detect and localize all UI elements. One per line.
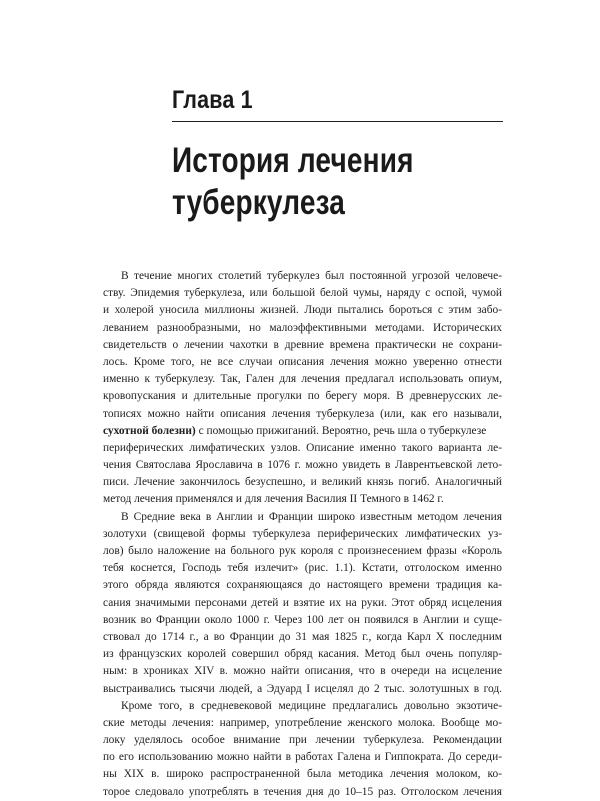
- text-line: леванием разнообразными, но малоэффективными методами. Исторических: [103, 321, 502, 334]
- text-line: лось. Кроме того, не все случаи описания лечения можно уверенно отнести: [103, 355, 502, 368]
- text-line: по его использованию можно найти в работах Галена и Гиппократа. До середи-: [103, 751, 502, 764]
- text-line: В течение многих столетий туберкулез был постоянной угрозой человече-: [121, 270, 502, 282]
- body-text: [103, 268, 502, 801]
- text-line: ствовал до 1714 г., а во Франции до 31 мая 1825 г., когда Карл X последним: [103, 630, 502, 643]
- text-line: В Средние века в Англии и Франции широко известным методом лечения: [121, 510, 502, 523]
- text-line: ным: в хрониках XIV в. можно найти описания, что в очереди на исцеление: [103, 665, 502, 678]
- text-line: возник во Франции около 1000 г. Через 100 лет он появился в Англии и суще-: [103, 613, 502, 626]
- chapter-title-line-1: История лечения: [172, 141, 414, 180]
- text-line: ны XIX в. широко распространенной была методика лечения молоком, ко-: [103, 768, 502, 781]
- text-line: метод лечения применялся и для лечения Василия II Темного в 1462 г.: [103, 493, 444, 506]
- text-line: тебя коснется, Господь тебя излечит» (рис. 1.1). Кстати, отголоском именно: [103, 562, 502, 575]
- text-line: и холерой уносила миллионы жизней. Люди пытались бороться с этим забо-: [103, 304, 502, 317]
- text-line-with-term: [103, 423, 502, 440]
- text-line: этого обряда являются сохраняющаяся до настоящего времени традиция ка-: [103, 579, 502, 592]
- text-line: выстраивались тысячи людей, а Эдуард I исцелял до 2 тыс. золотушных в год.: [103, 682, 502, 695]
- text-line: сания значимыми персонами детей и взятие их на руки. Этот обряд исцеления: [103, 596, 502, 609]
- text-line: писи. Лечение закончилось безуспешно, и великий князь погиб. Аналогичный: [103, 476, 502, 489]
- chapter-title: [172, 140, 476, 224]
- chapter-divider: [172, 121, 503, 122]
- text-line: именно к туберкулезу. Так, Гален для лечения предлагал использовать опиум,: [103, 373, 502, 386]
- text-line: ству. Эпидемия туберкулеза, или большой белой чумы, наряду с оспой, чумой: [103, 287, 502, 300]
- text-line: лов) было наложение на больного рук короля с произнесением фразы «Король: [103, 545, 502, 557]
- text-line: Кроме того, в средневековой медицине предлагались довольно экзотиче-: [121, 699, 502, 712]
- chapter-label: Глава 1: [172, 86, 253, 114]
- text-line: торое следовало употреблять в течения дня до 10–15 раз. Отголоском лечения: [103, 785, 502, 798]
- text-line: кровопускания и длительные прогулки по берегу моря. В древнерусских ле-: [103, 390, 502, 403]
- text-line: из французских королей совершил обряд касания. Метод был очень популяр-: [103, 648, 502, 661]
- text-line-rest: с помощью прижиганий. Вероятно, речь шла о туберкулезе: [195, 424, 487, 437]
- text-line: ские методы лечения: например, употребление женского молока. Вообще мо-: [103, 716, 502, 729]
- text-line: чения Святослава Ярославича в 1076 г. можно увидеть в Лаврентьевской лето-: [103, 459, 502, 472]
- chapter-title-line-2: туберкулеза: [172, 183, 346, 222]
- text-line: локу уделялось особое внимание при лечении туберкулеза. Рекомендации: [103, 734, 502, 747]
- text-line: тописях можно найти описания лечения туберкулеза (или, как его называли,: [103, 407, 502, 420]
- bold-term: сухотной болезни): [103, 424, 196, 437]
- text-line: золотухи (свищевой формы туберкулеза периферических лимфатических уз-: [103, 527, 502, 540]
- text-line: свидетельств о лечении чахотки в древние времена практически не сохрани-: [103, 338, 502, 351]
- text-line: периферических лимфатических узлов. Описание именно такого варианта ле-: [103, 441, 502, 454]
